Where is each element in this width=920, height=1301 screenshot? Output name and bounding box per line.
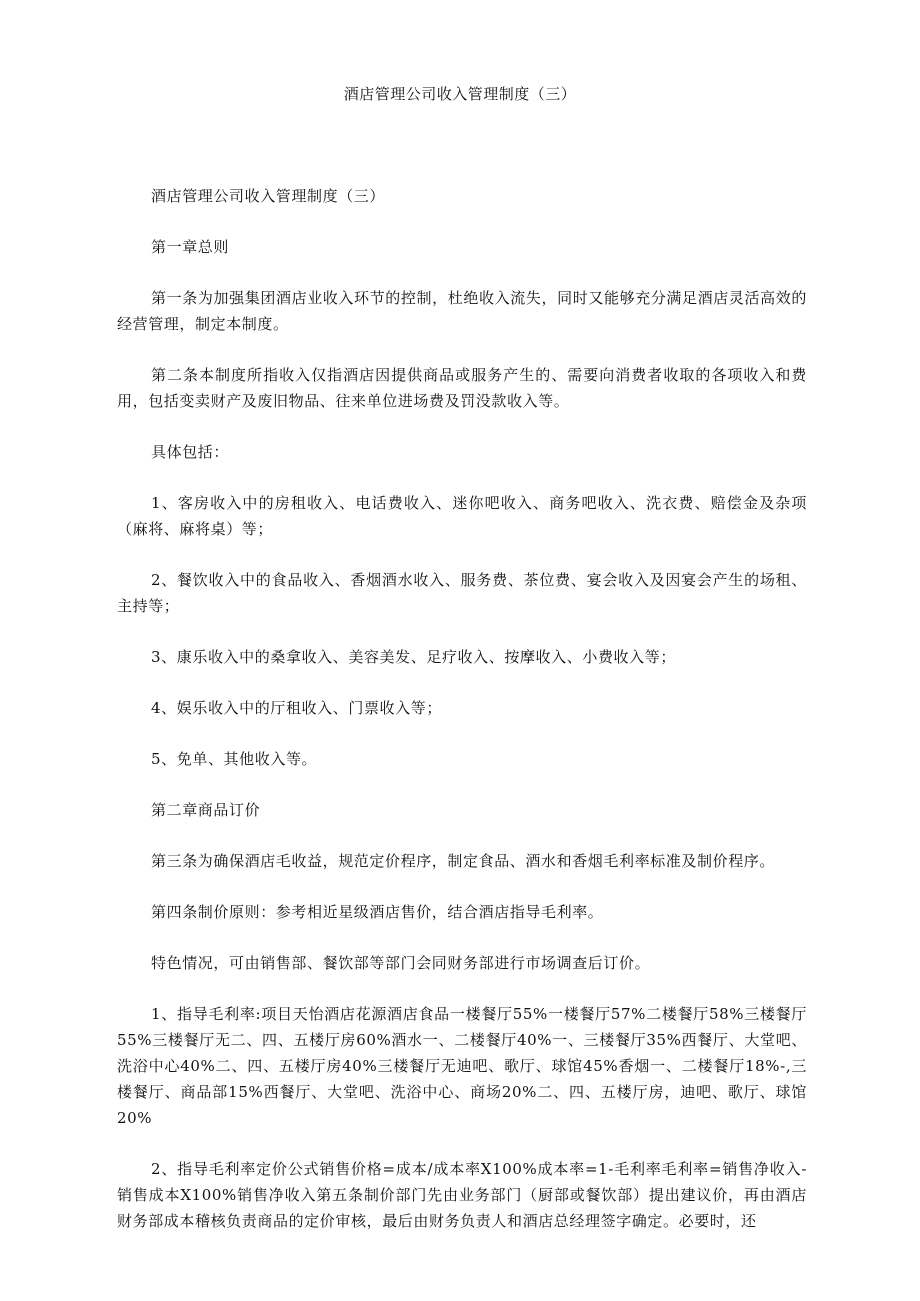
list-item: 2、餐饮收入中的食品收入、香烟酒水收入、服务费、茶位费、宴会收入及因宴会产生的场租、主持等；: [117, 571, 807, 615]
article-paragraph: 第四条制价原则：参考相近星级酒店售价，结合酒店指导毛利率。: [151, 903, 604, 921]
margin-rate-paragraph: 1、指导毛利率:项目天怡酒店花源酒店食品一楼餐厅55%一楼餐厅57%二楼餐厅58%三楼餐厅55%三楼餐厅无二、四、五楼厅房60%酒水一、二楼餐厅40%一、三楼餐厅35%西餐厅、大堂吧、洗浴中心40%二、四、五楼厅房40%三楼餐厅无迪吧、歌厅、球馆45%香烟一、二楼餐厅18%-,三楼餐厅、商品部15%西餐厅、大堂吧、洗浴中心、商场20%二、四、五楼厅房，迪吧、歌厅、球馆20%: [117, 1005, 807, 1127]
section-title: 酒店管理公司收入管理制度（三）: [151, 187, 386, 205]
article-paragraph: 第三条为确保酒店毛收益，规范定价程序，制定食品、酒水和香烟毛利率标准及制价程序。: [151, 852, 776, 870]
document-header-title: 酒店管理公司收入管理制度（三）: [343, 85, 577, 103]
list-item: 4、娱乐收入中的厅租收入、门票收入等；: [151, 699, 442, 717]
article-paragraph: 第一条为加强集团酒店业收入环节的控制，杜绝收入流失，同时又能够充分满足酒店灵活高效的经营管理，制定本制度。: [117, 289, 807, 333]
chapter-heading: 第二章商品订价: [151, 801, 261, 819]
document-body: [117, 183, 807, 1259]
chapter-heading: 第一章总则: [151, 238, 230, 256]
article-paragraph: 特色情况，可由销售部、餐饮部等部门会同财务部进行市场调查后订价。: [151, 954, 651, 972]
pricing-formula-paragraph: 2、指导毛利率定价公式销售价格=成本/成本率X100%成本率=1-毛利率毛利率=销售净收入-销售成本X100%销售净收入第五条制价部门先由业务部门（厨部或餐饮部）提出建议价，再由酒店财务部成本稽核负责商品的定价审核，最后由财务负责人和酒店总经理签字确定。必要时，还: [117, 1160, 807, 1230]
list-item: 5、免单、其他收入等。: [151, 750, 318, 768]
list-item: 1、客房收入中的房租收入、电话费收入、迷你吧收入、商务吧收入、洗衣费、赔偿金及杂项（麻将、麻将桌）等；: [117, 494, 807, 538]
article-paragraph: 第二条本制度所指收入仅指酒店因提供商品或服务产生的、需要向消费者收取的各项收入和费用，包括变卖财产及废旧物品、往来单位进场费及罚没款收入等。: [117, 366, 807, 410]
list-item: 3、康乐收入中的桑拿收入、美容美发、足疗收入、按摩收入、小费收入等；: [151, 648, 676, 666]
list-intro: 具体包括：: [151, 443, 230, 461]
